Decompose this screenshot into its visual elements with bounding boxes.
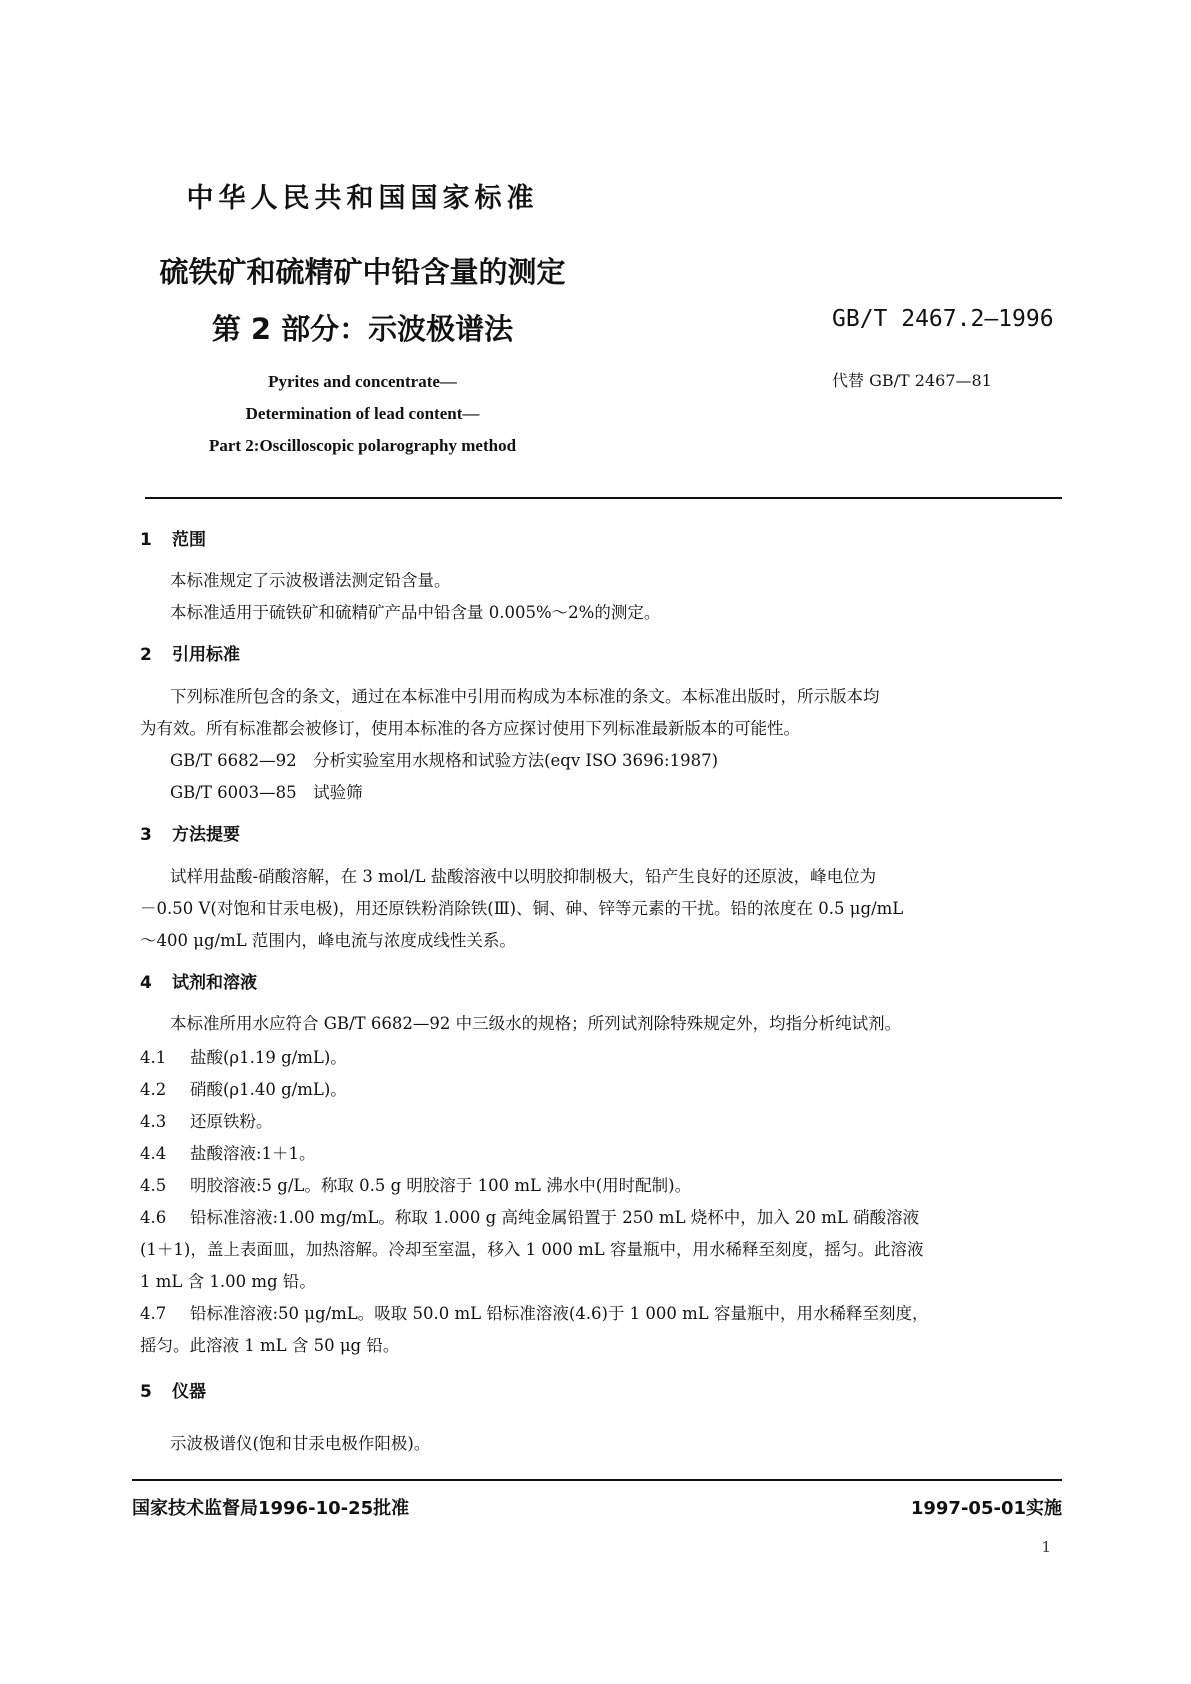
title-en-line3: Part 2:Oscilloscopic polarography method [208,436,517,455]
item-number: 4.6 [140,1208,167,1227]
paragraph: 本标准规定了示波极谱法测定铅含量。 [170,571,451,590]
section-number: 5 [140,1382,152,1402]
national-standard-heading: 中华人民共和国国家标准 [186,183,539,214]
title-cn-line1: 硫铁矿和硫精矿中铅含量的测定 [159,255,566,289]
approval-date: 国家技术监督局1996-10-25批准 [132,1498,410,1519]
item-text: 还原铁粉。 [190,1112,273,1131]
section-number: 1 [140,530,152,550]
item-number: 4.1 [140,1048,167,1067]
title-cn-line2: 第 2 部分：示波极谱法 [211,312,514,346]
section-title: 仪器 [172,1382,206,1402]
section-title: 试剂和溶液 [172,973,257,993]
paragraph-line: 试样用盐酸-硝酸溶解，在 3 mol/L 盐酸溶液中以明胶抑制极大，铅产生良好的还原波，峰电位为 [170,867,877,886]
list-item [140,1044,347,1068]
section-title: 引用标准 [172,645,240,665]
section-2-heading [140,640,240,665]
paragraph-line: 摇匀。此溶液 1 mL 含 50 μg 铅。 [140,1336,400,1355]
list-item [140,1108,273,1132]
list-item [140,1076,347,1100]
page-number: 1 [1041,1538,1051,1556]
footer-divider [132,1479,1062,1481]
section-number: 4 [140,973,152,993]
paragraph: 示波极谱仪(饱和甘汞电极作阳极)。 [170,1434,431,1453]
list-item [140,1300,929,1324]
section-title: 方法提要 [172,825,240,845]
item-number: 4.3 [140,1112,167,1131]
section-1-heading [140,525,206,550]
list-item [140,1140,316,1164]
title-en-line2: Determination of lead content— [245,404,480,423]
section-5-heading [140,1377,206,1402]
item-text: 盐酸(ρ1.19 g/mL)。 [190,1048,347,1067]
paragraph-line: ～400 μg/mL 范围内，峰电流与浓度成线性关系。 [140,931,516,950]
section-number: 2 [140,645,152,665]
item-text: 硝酸(ρ1.40 g/mL)。 [190,1080,347,1099]
item-number: 4.4 [140,1144,167,1163]
section-number: 3 [140,825,152,845]
paragraph-line: 1 mL 含 1.00 mg 铅。 [140,1272,316,1291]
paragraph: 本标准适用于硫铁矿和硫精矿产品中铅含量 0.005%～2%的测定。 [170,603,661,622]
section-4-heading [140,968,257,993]
header-divider [145,497,1062,499]
reference-item: GB/T 6682—92 分析实验室用水规格和试验方法(eqv ISO 3696:1987) [170,751,719,770]
paragraph-line: 下列标准所包含的条文，通过在本标准中引用而构成为本标准的条文。本标准出版时，所示版本均 [170,687,880,706]
implementation-date: 1997-05-01实施 [910,1498,1062,1519]
section-3-heading [140,820,240,845]
section-title: 范围 [172,530,206,550]
paragraph-line: (1＋1)，盖上表面皿，加热溶解。冷却至室温，移入 1 000 mL 容量瓶中，用水稀释至刻度，摇匀。此溶液 [140,1240,924,1259]
item-number: 4.7 [140,1304,167,1323]
list-item [140,1172,691,1196]
item-text: 盐酸溶液:1＋1。 [190,1144,316,1163]
list-item [140,1204,919,1228]
reference-item: GB/T 6003—85 试验筛 [170,783,363,802]
item-text: 铅标准溶液:1.00 mg/mL。称取 1.000 g 高纯金属铅置于 250 mL 烧杯中，加入 20 mL 硝酸溶液 [190,1208,920,1227]
paragraph-line: 为有效。所有标准都会被修订，使用本标准的各方应探讨使用下列标准最新版本的可能性。 [140,719,800,738]
item-number: 4.5 [140,1176,167,1195]
replaces-standard: 代替 GB/T 2467—81 [832,371,992,390]
title-en-line1: Pyrites and concentrate— [268,372,457,391]
paragraph: 本标准所用水应符合 GB/T 6682—92 中三级水的规格；所列试剂除特殊规定外，均指分析纯试剂。 [170,1014,902,1033]
item-text: 明胶溶液:5 g/L。称取 0.5 g 明胶溶于 100 mL 沸水中(用时配制)。 [190,1176,692,1195]
item-number: 4.2 [140,1080,167,1099]
paragraph-line: －0.50 V(对饱和甘汞电极)，用还原铁粉消除铁(Ⅲ)、铜、砷、锌等元素的干扰。铅的浓度在 0.5 μg/mL [140,899,904,918]
standard-code: GB/T 2467.2—1996 [832,306,1054,332]
item-text: 铅标准溶液:50 μg/mL。吸取 50.0 mL 铅标准溶液(4.6)于 1 000 mL 容量瓶中，用水稀释至刻度， [190,1304,929,1323]
